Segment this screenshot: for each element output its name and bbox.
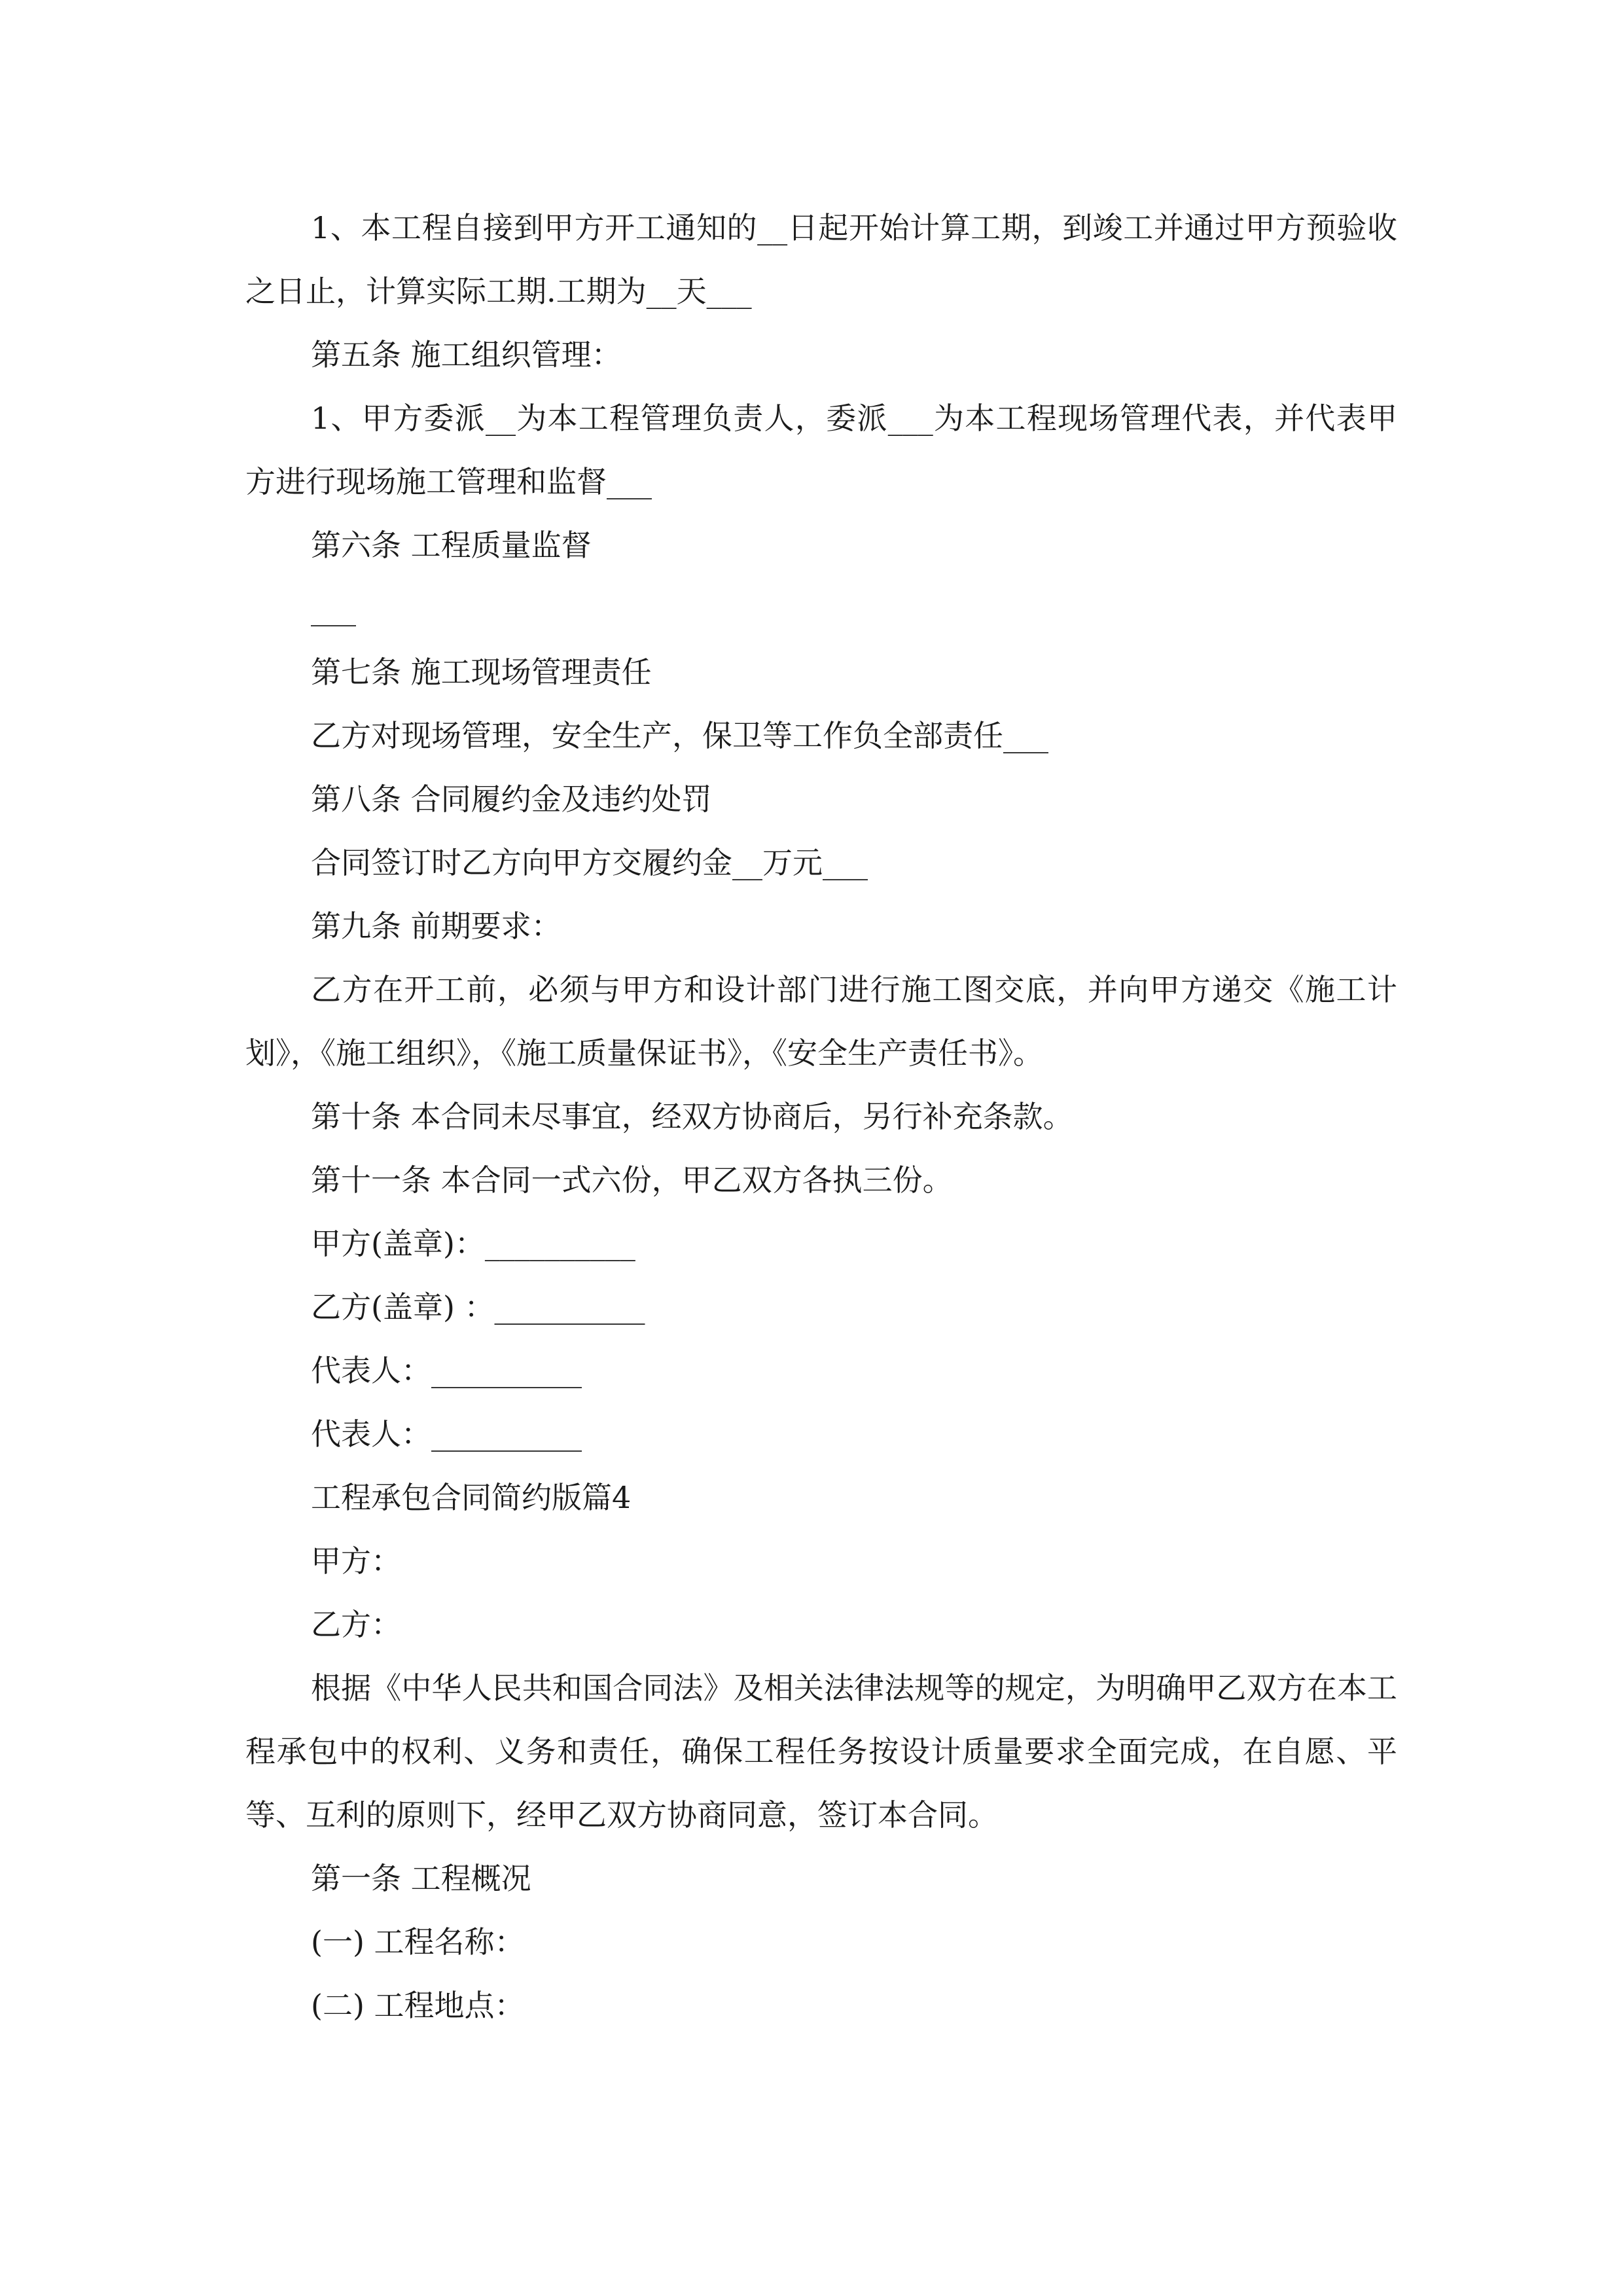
- signature-representative-1: 代表人：__________: [311, 1353, 582, 1388]
- party-a-label: 甲方：: [311, 1543, 401, 1579]
- paragraph-site-responsibility: 乙方对现场管理，安全生产，保卫等工作负全部责任___: [311, 718, 1048, 753]
- item-project-location: (二) 工程地点：: [311, 1988, 525, 2023]
- paragraph-site-management: 1、甲方委派__为本工程管理负责人，委派___为本工程现场管理代表，并代表甲方进行现场施工管理和监督___: [245, 401, 1397, 499]
- paragraph-construction-period: 1、本工程自接到甲方开工通知的__日起开始计算工期，到竣工并通过甲方预验收之日止，计算实际工期.工期为__天___: [245, 210, 1397, 309]
- paragraph-article-10: 第十条 本合同未尽事宜，经双方协商后，另行补充条款。: [311, 1099, 1073, 1134]
- signature-party-b-seal: 乙方(盖章) ：__________: [311, 1289, 645, 1325]
- heading-article-1: 第一条 工程概况: [311, 1861, 531, 1896]
- heading-article-7: 第七条 施工现场管理责任: [311, 655, 652, 690]
- heading-article-9: 第九条 前期要求：: [311, 908, 562, 944]
- signature-party-a-seal: 甲方(盖章)：__________: [311, 1226, 635, 1261]
- section-title-part-4: 工程承包合同简约版篇4: [311, 1480, 632, 1515]
- heading-article-5: 第五条 施工组织管理：: [311, 337, 622, 372]
- signature-representative-2: 代表人：__________: [311, 1416, 582, 1452]
- paragraph-preamble: 根据《中华人民共和国合同法》及相关法律法规等的规定，为明确甲乙双方在本工程承包中的权利、义务和责任，确保工程任务按设计质量要求全面完成，在自愿、平等、互利的原则下，经甲乙双方协商同意，签订本合同。: [245, 1670, 1397, 1833]
- paragraph-preliminary-requirements: 乙方在开工前，必须与甲方和设计部门进行施工图交底，并向甲方递交《施工计划》，《施工组织》，《施工质量保证书》，《安全生产责任书》。: [245, 972, 1397, 1071]
- heading-article-8: 第八条 合同履约金及违约处罚: [311, 781, 712, 817]
- blank-line: ___: [311, 591, 356, 626]
- item-project-name: (一) 工程名称：: [311, 1924, 525, 1960]
- document-body: [245, 196, 1397, 2037]
- paragraph-article-11: 第十一条 本合同一式六份，甲乙双方各执三份。: [311, 1162, 953, 1198]
- heading-article-6: 第六条 工程质量监督: [311, 528, 592, 563]
- paragraph-performance-bond: 合同签订时乙方向甲方交履约金__万元___: [311, 845, 868, 880]
- party-b-label: 乙方：: [311, 1607, 401, 1642]
